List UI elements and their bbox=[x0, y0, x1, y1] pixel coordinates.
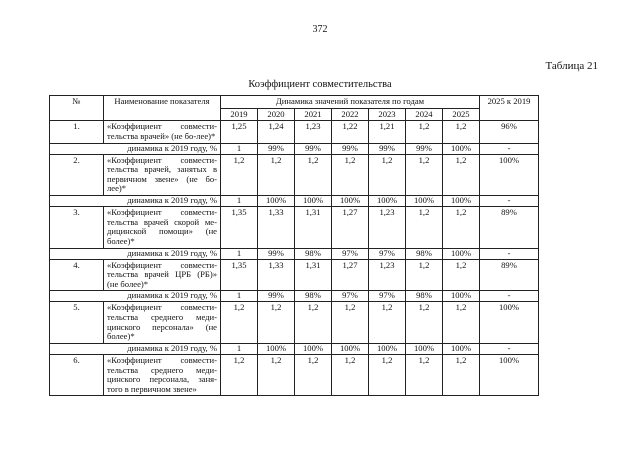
year-value: 1,2 bbox=[332, 302, 369, 344]
header-dynamics: Динамика значений показателя по годам bbox=[221, 96, 480, 109]
header-year: 2019 bbox=[221, 108, 258, 121]
table-row bbox=[50, 121, 539, 143]
dynamics-value: 100% bbox=[369, 196, 406, 207]
table-title: Коэффициент совместительства bbox=[248, 79, 392, 90]
dynamics-label: динамика к 2019 году, % bbox=[50, 248, 221, 259]
year-value: 1,24 bbox=[258, 121, 295, 143]
ratio-value: 89% bbox=[480, 259, 539, 291]
dynamics-value: 100% bbox=[406, 343, 443, 354]
indicator-table bbox=[49, 95, 539, 396]
year-value: 1,2 bbox=[332, 154, 369, 196]
year-value: 1,2 bbox=[332, 354, 369, 396]
year-value: 1,25 bbox=[221, 121, 258, 143]
table-row bbox=[50, 143, 539, 154]
table-row bbox=[50, 354, 539, 396]
year-value: 1,2 bbox=[258, 354, 295, 396]
dynamics-ratio: - bbox=[480, 196, 539, 207]
table-row bbox=[50, 207, 539, 249]
dynamics-value: 98% bbox=[295, 291, 332, 302]
table-row bbox=[50, 248, 539, 259]
dynamics-value: 99% bbox=[258, 143, 295, 154]
year-value: 1,2 bbox=[258, 302, 295, 344]
dynamics-value: 100% bbox=[443, 343, 480, 354]
dynamics-value: 1 bbox=[221, 196, 258, 207]
indicator-name: «Коэффициент совмести-тельства врачей скорой ме-дицинской помощи» (не более)* bbox=[104, 207, 221, 249]
dynamics-ratio: - bbox=[480, 248, 539, 259]
ratio-value: 96% bbox=[480, 121, 539, 143]
dynamics-value: 97% bbox=[369, 291, 406, 302]
dynamics-value: 1 bbox=[221, 143, 258, 154]
row-number: 1. bbox=[50, 121, 104, 143]
dynamics-value: 98% bbox=[295, 248, 332, 259]
year-value: 1,2 bbox=[443, 354, 480, 396]
dynamics-label: динамика к 2019 году, % bbox=[50, 291, 221, 302]
indicator-name: «Коэффициент совмести-тельства среднего меди-цинского персонала, заня-того в первичном звене» bbox=[104, 354, 221, 396]
dynamics-value: 99% bbox=[258, 291, 295, 302]
year-value: 1,21 bbox=[369, 121, 406, 143]
table-row bbox=[50, 343, 539, 354]
header-ratio: 2025 к 2019 bbox=[480, 96, 539, 121]
row-number: 5. bbox=[50, 302, 104, 344]
dynamics-value: 99% bbox=[332, 143, 369, 154]
year-value: 1,2 bbox=[406, 207, 443, 249]
year-value: 1,2 bbox=[443, 207, 480, 249]
indicator-name: «Коэффициент совмести-тельства среднего меди-цинского персонала» (не более)* bbox=[104, 302, 221, 344]
dynamics-value: 100% bbox=[406, 196, 443, 207]
table-row bbox=[50, 196, 539, 207]
dynamics-value: 100% bbox=[295, 343, 332, 354]
dynamics-value: 99% bbox=[369, 143, 406, 154]
dynamics-ratio: - bbox=[480, 291, 539, 302]
year-value: 1,2 bbox=[295, 154, 332, 196]
ratio-value: 100% bbox=[480, 302, 539, 344]
dynamics-value: 100% bbox=[258, 196, 295, 207]
dynamics-value: 100% bbox=[295, 196, 332, 207]
row-number: 2. bbox=[50, 154, 104, 196]
year-value: 1,2 bbox=[443, 121, 480, 143]
dynamics-value: 1 bbox=[221, 291, 258, 302]
year-value: 1,35 bbox=[221, 259, 258, 291]
year-value: 1,2 bbox=[295, 302, 332, 344]
row-number: 3. bbox=[50, 207, 104, 249]
year-value: 1,27 bbox=[332, 207, 369, 249]
year-value: 1,35 bbox=[221, 207, 258, 249]
dynamics-label: динамика к 2019 году, % bbox=[50, 196, 221, 207]
dynamics-value: 1 bbox=[221, 343, 258, 354]
indicator-name: «Коэффициент совмести-тельства врачей» (не бо-лее)* bbox=[104, 121, 221, 143]
dynamics-value: 100% bbox=[332, 343, 369, 354]
dynamics-value: 97% bbox=[369, 248, 406, 259]
table-row bbox=[50, 154, 539, 196]
header-name: Наименование показателя bbox=[104, 96, 221, 121]
year-value: 1,31 bbox=[295, 259, 332, 291]
dynamics-value: 99% bbox=[295, 143, 332, 154]
year-value: 1,2 bbox=[406, 154, 443, 196]
dynamics-label: динамика к 2019 году, % bbox=[50, 343, 221, 354]
dynamics-value: 1 bbox=[221, 248, 258, 259]
table-row bbox=[50, 291, 539, 302]
dynamics-value: 99% bbox=[406, 143, 443, 154]
header-year: 2025 bbox=[443, 108, 480, 121]
dynamics-value: 100% bbox=[443, 143, 480, 154]
dynamics-value: 99% bbox=[258, 248, 295, 259]
year-value: 1,2 bbox=[221, 354, 258, 396]
year-value: 1,2 bbox=[406, 259, 443, 291]
header-year: 2022 bbox=[332, 108, 369, 121]
year-value: 1,2 bbox=[295, 354, 332, 396]
year-value: 1,2 bbox=[406, 302, 443, 344]
header-num: № bbox=[50, 96, 104, 121]
year-value: 1,2 bbox=[406, 354, 443, 396]
year-value: 1,2 bbox=[369, 302, 406, 344]
year-value: 1,2 bbox=[443, 302, 480, 344]
dynamics-value: 100% bbox=[332, 196, 369, 207]
year-value: 1,2 bbox=[443, 259, 480, 291]
dynamics-value: 100% bbox=[258, 343, 295, 354]
year-value: 1,2 bbox=[369, 354, 406, 396]
table-row bbox=[50, 302, 539, 344]
dynamics-value: 97% bbox=[332, 291, 369, 302]
page-number: 372 bbox=[312, 24, 328, 35]
dynamics-value: 97% bbox=[332, 248, 369, 259]
dynamics-value: 100% bbox=[443, 291, 480, 302]
year-value: 1,2 bbox=[406, 121, 443, 143]
year-value: 1,22 bbox=[332, 121, 369, 143]
dynamics-value: 98% bbox=[406, 248, 443, 259]
ratio-value: 89% bbox=[480, 207, 539, 249]
dynamics-value: 98% bbox=[406, 291, 443, 302]
dynamics-ratio: - bbox=[480, 143, 539, 154]
dynamics-value: 100% bbox=[443, 196, 480, 207]
header-year: 2023 bbox=[369, 108, 406, 121]
table-row bbox=[50, 259, 539, 291]
row-number: 4. bbox=[50, 259, 104, 291]
year-value: 1,2 bbox=[258, 154, 295, 196]
year-value: 1,27 bbox=[332, 259, 369, 291]
year-value: 1,2 bbox=[443, 154, 480, 196]
year-value: 1,23 bbox=[369, 259, 406, 291]
year-value: 1,33 bbox=[258, 259, 295, 291]
header-year: 2020 bbox=[258, 108, 295, 121]
header-year: 2021 bbox=[295, 108, 332, 121]
indicator-name: «Коэффициент совмести-тельства врачей ЦРБ (РБ)» (не более)* bbox=[104, 259, 221, 291]
year-value: 1,31 bbox=[295, 207, 332, 249]
header-year: 2024 bbox=[406, 108, 443, 121]
dynamics-label: динамика к 2019 году, % bbox=[50, 143, 221, 154]
year-value: 1,2 bbox=[221, 302, 258, 344]
ratio-value: 100% bbox=[480, 354, 539, 396]
dynamics-value: 100% bbox=[369, 343, 406, 354]
dynamics-ratio: - bbox=[480, 343, 539, 354]
table-label: Таблица 21 bbox=[545, 60, 598, 72]
dynamics-value: 100% bbox=[443, 248, 480, 259]
ratio-value: 100% bbox=[480, 154, 539, 196]
row-number: 6. bbox=[50, 354, 104, 396]
year-value: 1,23 bbox=[369, 207, 406, 249]
year-value: 1,23 bbox=[295, 121, 332, 143]
year-value: 1,2 bbox=[221, 154, 258, 196]
indicator-name: «Коэффициент совмести-тельства врачей, занятых в первичном звене» (не бо-лее)* bbox=[104, 154, 221, 196]
year-value: 1,2 bbox=[369, 154, 406, 196]
year-value: 1,33 bbox=[258, 207, 295, 249]
